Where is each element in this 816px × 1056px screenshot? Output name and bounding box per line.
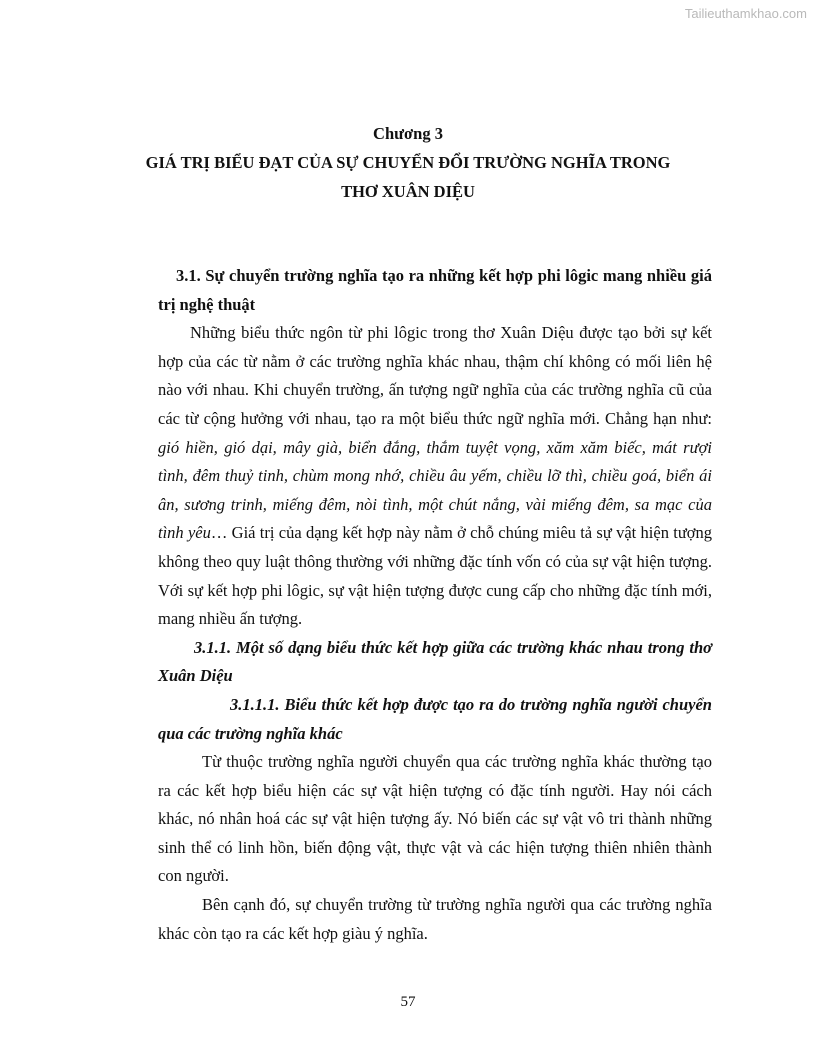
watermark: Tailieuthamkhao.com (684, 6, 807, 21)
section-heading-3-1-1: 3.1.1. Một số dạng biểu thức kết hợp giữa các trường khác nhau trong thơ Xuân Diệu (158, 637, 712, 686)
chapter-title-line2: THƠ XUÂN DIỆU (341, 182, 475, 201)
paragraph-1-text-a: Những biểu thức ngôn từ phi lôgic trong thơ Xuân Diệu được tạo bởi sự kết hợp của các từ nằm ở các trường nghĩa khác nhau, thậm chí không có mối liên hệ nào với nhau. Khi chuyển trường, ấn tượng ngữ nghĩa của các trường nghĩa cũ của các từ cộng hưởng với nhau, tạo ra một biểu thức ngữ nghĩa mới. Chẳng hạn như: (158, 323, 712, 428)
paragraph-1-text-b: … Giá trị của dạng kết hợp này nằm ở chỗ chúng miêu tả sự vật hiện tượng không theo quy luật thông thường với những đặc tính vốn có của sự vật hiện tượng. Với sự kết hợp phi lôgic, sự vật hiện tượng được cung cấp cho những đặc tính mới, mang nhiều ấn tượng. (158, 523, 712, 629)
paragraph-1 (158, 319, 712, 634)
page-number: 57 (400, 994, 416, 1010)
section-heading-3-1-1-1: 3.1.1.1. Biểu thức kết hợp được tạo ra do trường nghĩa người chuyển qua các trường nghĩa khác (158, 694, 712, 743)
chapter-number: Chương 3 (373, 124, 443, 143)
paragraph-1-examples: gió hiền, gió dại, mây già, biển đắng, thắm tuyệt vọng, xăm xăm biếc, mát rượi tình, đêm thuỷ tinh, chùm mong nhớ, chiều âu yếm, chiều lỡ thì, chiều goá, biển ái ân, sương trinh, miếng đêm, nòi tình, một chút nắng, vài miếng đêm, sa mạc của tình yêu (158, 437, 712, 543)
paragraph-3: Bên cạnh đó, sự chuyển trường từ trường nghĩa người qua các trường nghĩa khác còn tạo ra các kết hợp giàu ý nghĩa. (158, 895, 712, 943)
paragraph-2: Từ thuộc trường nghĩa người chuyển qua các trường nghĩa khác thường tạo ra các kết hợp biểu hiện các sự vật hiện tượng có đặc tính người. Hay nói cách khác, nó nhân hoá các sự vật hiện tượng ấy. Nó biến các sự vật vô tri thành những sinh thể có linh hồn, biến động vật, thực vật và các hiện tượng thiên nhiên thành con người. (158, 752, 712, 886)
chapter-title-line1: GIÁ TRỊ BIỂU ĐẠT CỦA SỰ CHUYỂN ĐỔI TRƯỜNG NGHĨA TRONG (145, 153, 671, 172)
section-heading-3-1: 3.1. Sự chuyển trường nghĩa tạo ra những kết hợp phi lôgic mang nhiều giá trị nghệ thuật (158, 266, 712, 314)
document-body (158, 262, 712, 948)
